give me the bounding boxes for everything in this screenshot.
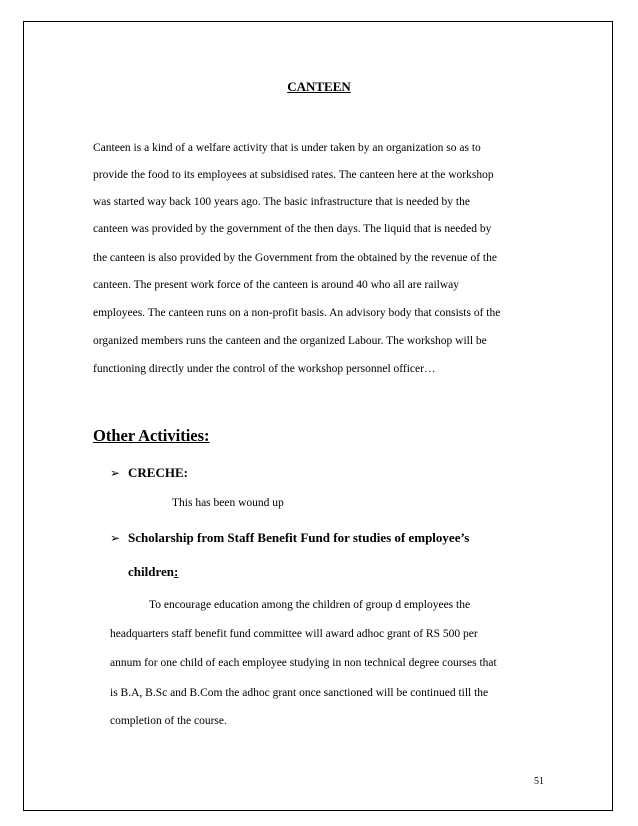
canteen-line: functioning directly under the control of the workshop personnel officer… [93, 363, 436, 375]
canteen-line: Canteen is a kind of a welfare activity that is under taken by an organization so as to [93, 142, 481, 154]
arrow-bullet-icon: ➢ [110, 466, 121, 480]
scholarship-bullet [110, 530, 469, 546]
creche-text: This has been wound up [172, 497, 284, 509]
canteen-line: was started way back 100 years ago. The basic infrastructure that is needed by the [93, 196, 470, 208]
canteen-line: employees. The canteen runs on a non-profit basis. An advisory body that consists of the [93, 307, 501, 319]
scholarship-line: is B.A, B.Sc and B.Com the adhoc grant once sanctioned will be continued till the [110, 687, 489, 699]
other-activities-heading: Other Activities: [93, 426, 210, 445]
page-title: CANTEEN [287, 79, 351, 94]
scholarship-line: annum for one child of each employee studying in non technical degree courses that [110, 657, 497, 669]
scholarship-line: completion of the course. [110, 715, 227, 727]
scholarship-line: To encourage education among the children of group d employees the [149, 599, 471, 611]
scholarship-label-colon: : [174, 564, 179, 579]
canteen-line: provide the food to its employees at subsidised rates. The canteen here at the workshop [93, 169, 494, 181]
arrow-bullet-icon: ➢ [110, 531, 121, 545]
creche-label: CRECHE: [128, 465, 188, 480]
scholarship-label-word: children [128, 564, 174, 579]
page-number: 51 [534, 776, 544, 787]
scholarship-label: Scholarship from Staff Benefit Fund for studies of employee’s [128, 530, 470, 545]
canteen-line: the canteen is also provided by the Government from the obtained by the revenue of the [93, 252, 497, 264]
canteen-line: canteen. The present work force of the canteen is around 40 who all are railway [93, 279, 460, 291]
scholarship-line: headquarters staff benefit fund committee will award adhoc grant of RS 500 per [110, 628, 478, 640]
creche-bullet [110, 465, 188, 481]
canteen-line: organized members runs the canteen and the organized Labour. The workshop will be [93, 335, 487, 347]
scholarship-label-continued [128, 564, 178, 580]
canteen-line: canteen was provided by the government of the then days. The liquid that is needed by [93, 223, 492, 235]
